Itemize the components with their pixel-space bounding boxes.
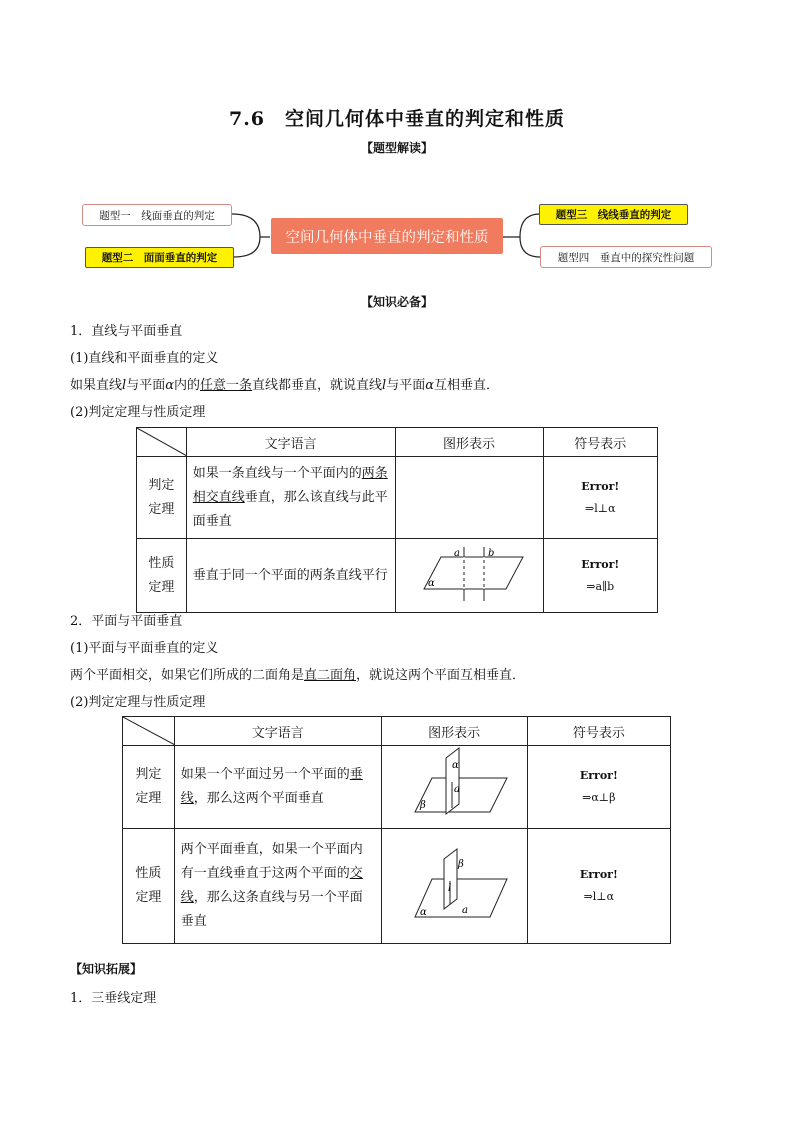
table-header: 符号表示 bbox=[527, 717, 670, 746]
symbol-cell: Error! ⇒a∥b bbox=[543, 539, 657, 613]
table-header: 符号表示 bbox=[543, 428, 657, 457]
row-text: 两个平面垂直，如果一个平面内有一直线垂直于这两个平面的交线，那么这条直线与另一个平面垂直 bbox=[174, 829, 381, 944]
symbol-cell: Error! ⇒α⊥β bbox=[527, 746, 670, 829]
svg-text:α: α bbox=[427, 578, 435, 589]
row-text: 如果一条直线与一个平面内的两条相交直线垂直，那么该直线与此平面垂直 bbox=[186, 457, 395, 539]
figure-cell-empty bbox=[395, 457, 543, 539]
figure-cell bbox=[381, 746, 527, 829]
plane-property-figure bbox=[382, 829, 527, 939]
section2-definition: 两个平面相交，如果它们所成的二面角是直二面角，就说这两个平面互相垂直． bbox=[70, 668, 526, 683]
row-label: 性质 定理 bbox=[137, 539, 187, 613]
table-corner-cell bbox=[137, 428, 187, 457]
symbol-cell: Error! ⇒l⊥α bbox=[543, 457, 657, 539]
table-header: 文字语言 bbox=[174, 717, 381, 746]
svg-text:a: a bbox=[453, 548, 460, 559]
mindmap-type1: 题型一 线面垂直的判定 bbox=[82, 204, 232, 226]
row-label: 性质 定理 bbox=[123, 829, 175, 944]
table-header: 图形表示 bbox=[381, 717, 527, 746]
symbol-cell: Error! ⇒l⊥α bbox=[527, 829, 670, 944]
svg-text:β: β bbox=[457, 859, 464, 870]
mindmap-type3: 题型三 线线垂直的判定 bbox=[539, 204, 688, 225]
table-plane-plane bbox=[122, 716, 671, 944]
parallel-lines-figure bbox=[396, 539, 543, 608]
table-line-plane bbox=[136, 427, 658, 613]
section1-title: 1．直线与平面垂直 bbox=[70, 324, 183, 339]
svg-text:α: α bbox=[419, 907, 427, 918]
svg-text:b: b bbox=[487, 548, 494, 559]
mindmap-type4: 题型四 垂直中的探究性问题 bbox=[540, 246, 712, 268]
mindmap-type2: 题型二 面面垂直的判定 bbox=[85, 247, 234, 268]
row-label: 判定 定理 bbox=[137, 457, 187, 539]
figure-cell bbox=[395, 539, 543, 613]
section1-definition: 如果直线l与平面α内的任意一条直线都垂直，就说直线l与平面α互相垂直． bbox=[70, 378, 500, 393]
plane-perpendicular-figure bbox=[382, 746, 527, 824]
table-corner-cell bbox=[123, 717, 175, 746]
section3-title: 1．三垂线定理 bbox=[70, 991, 157, 1006]
svg-text:α: α bbox=[451, 760, 459, 771]
mindmap-heading: 【题型解读】 bbox=[360, 141, 433, 155]
svg-text:l: l bbox=[447, 883, 451, 894]
svg-text:β: β bbox=[419, 800, 426, 811]
section2-sub2: (2)判定定理与性质定理 bbox=[70, 695, 206, 710]
row-text: 垂直于同一个平面的两条直线平行 bbox=[186, 539, 395, 613]
section1-sub2: (2)判定定理与性质定理 bbox=[70, 405, 206, 420]
table-header: 图形表示 bbox=[395, 428, 543, 457]
row-label: 判定 定理 bbox=[123, 746, 175, 829]
mindmap-center: 空间几何体中垂直的判定和性质 bbox=[271, 218, 503, 254]
page-title: 7.6 空间几何体中垂直的判定和性质 bbox=[228, 108, 566, 130]
section2-sub1: (1)平面与平面垂直的定义 bbox=[70, 641, 219, 656]
figure-cell bbox=[381, 829, 527, 944]
table-header: 文字语言 bbox=[186, 428, 395, 457]
row-text: 如果一个平面过另一个平面的垂线，那么这两个平面垂直 bbox=[174, 746, 381, 829]
section2-title: 2．平面与平面垂直 bbox=[70, 614, 183, 629]
knowledge-heading: 【知识必备】 bbox=[360, 295, 433, 309]
section1-sub1: (1)直线和平面垂直的定义 bbox=[70, 351, 219, 366]
svg-text:a: a bbox=[453, 784, 460, 795]
svg-text:a: a bbox=[461, 905, 468, 916]
expand-heading: 【知识拓展】 bbox=[70, 962, 143, 976]
